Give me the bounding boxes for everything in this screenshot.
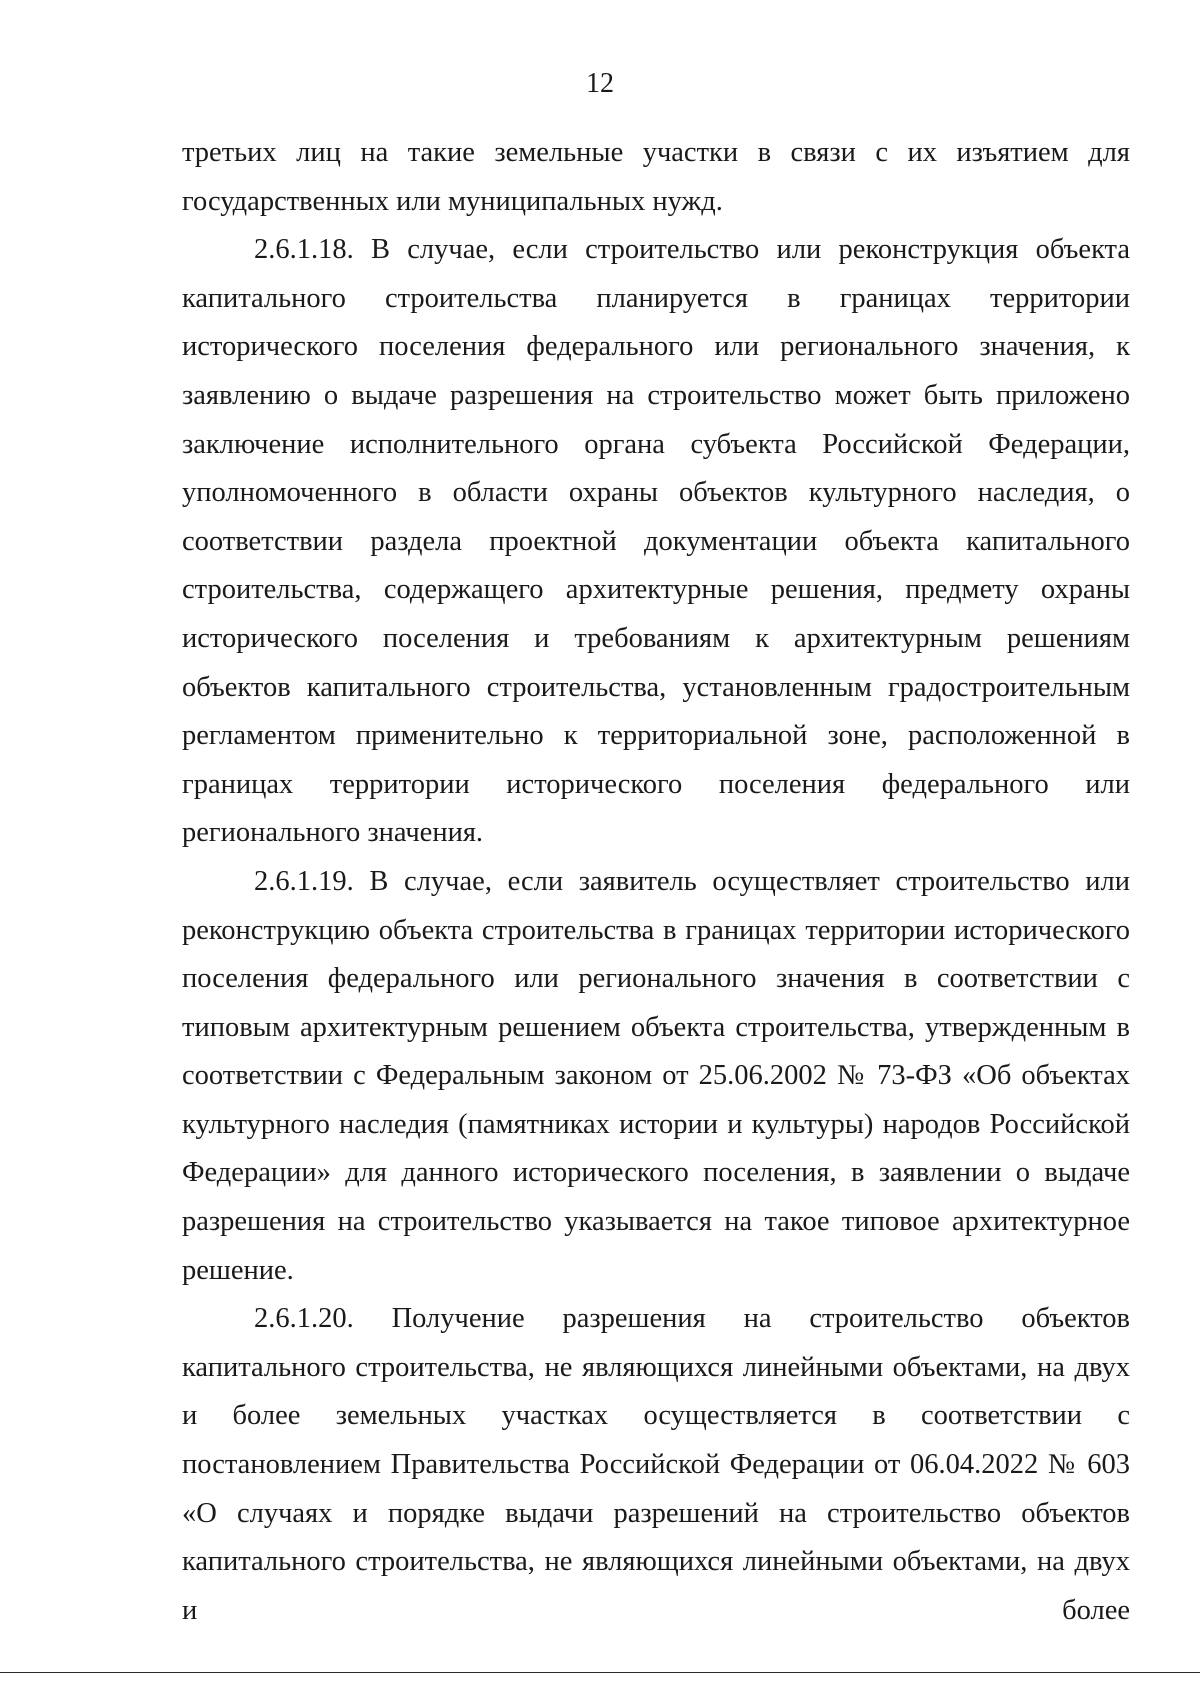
paragraph-2-6-1-20: 2.6.1.20. Получение разрешения на строительство объектов капитального строительства, не являющихся линейными объектами, на двух и более земельных участках осуществляется в соответствии с постановлением Правительства Российской Федерации от 06.04.2022 № 603 «О случаях и порядке выдачи разрешений на строительство объектов капитального строительства, не являющихся линейными объектами, на двух и более [182,1303,1130,1626]
page-number: 12 [586,68,614,99]
document-body [182,129,1130,1635]
paragraph-2-6-1-18: 2.6.1.18. В случае, если строительство или реконструкция объекта капитального строительства планируется в границах территории исторического поселения федерального или регионального значения, к заявлению о выдаче разрешения на строительство может быть приложено заключение исполнительного органа субъекта Российской Федерации, уполномоченного в области охраны объектов культурного наследия, о соответствии раздела проектной документации объекта капитального строительства, содержащего архитектурные решения, предмету охраны исторического поселения и требованиям к архитектурным решениям объектов капитального строительства, установленным градостроительным регламентом применительно к территориальной зоне, расположенной в границах территории исторического поселения федерального или регионального значения. [182,234,1130,849]
paragraph-continuation: третьих лиц на такие земельные участки в связи с их изъятием для государственных или муниципальных нужд. [182,137,1130,217]
bottom-divider [0,1672,1200,1673]
paragraph-2-6-1-19: 2.6.1.19. В случае, если заявитель осуществляет строительство или реконструкцию объекта строительства в границах территории исторического поселения федерального или регионального значения в соответствии с типовым архитектурным решением объекта строительства, утвержденным в соответствии с Федеральным законом от 25.06.2002 № 73-ФЗ «Об объектах культурного наследия (памятниках истории и культуры) народов Российской Федерации» для данного исторического поселения, в заявлении о выдаче разрешения на строительство указывается на такое типовое архитектурное решение. [182,865,1130,1286]
